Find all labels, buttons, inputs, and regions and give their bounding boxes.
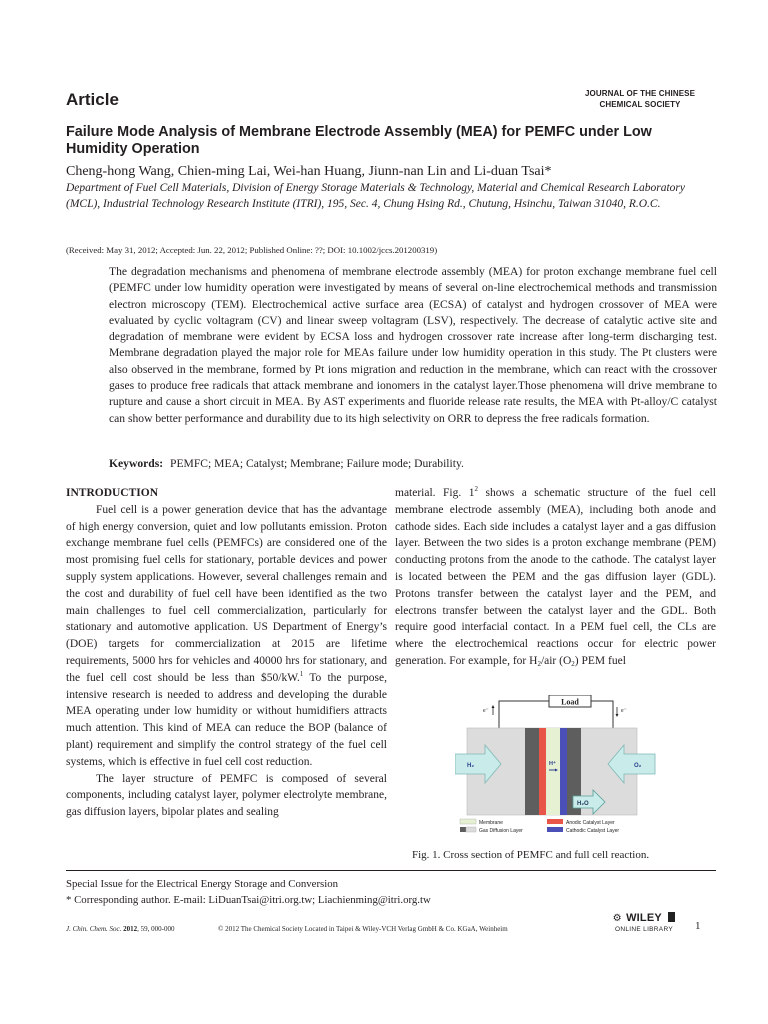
paragraph-3 bbox=[395, 485, 716, 670]
proton-label: H⁺ bbox=[549, 761, 556, 767]
electron-label-left: e⁻ bbox=[483, 708, 489, 714]
citation-journal: J. Chin. Chem. Soc. bbox=[66, 925, 122, 933]
footer-divider bbox=[66, 870, 716, 871]
special-issue-note: Special Issue for the Electrical Energy Storage and Conversion bbox=[66, 878, 339, 890]
corresponding-author-note: * Corresponding author. E-mail: LiDuanTsai@itri.org.tw; Liachienming@itri.org.tw bbox=[66, 894, 431, 906]
citation-volume-pages: , 59, 000-000 bbox=[137, 925, 175, 933]
paper-title: Failure Mode Analysis of Membrane Electrode Assembly (MEA) for PEMFC under Low Humidity Operation bbox=[66, 124, 652, 157]
paragraph-3-text-cont: shows a schematic structure of the fuel cell membrane electrode assembly (MEA), including both anode and cathode sides. Each side includes a catalyst layer and a gas diffusion layer. Between the two sides is a proton exchange membrane (PEM) conducting protons from the anode to the cathode. The catalyst layer is located between the PEM and the gas diffusion layer (GDL). Protons transfer between the catalyst layer and the PEM, and electrons transfer between the catalyst layer and the GDL. Both require good interfacial contact. In a PEM fuel cell, the CLs are where the electrochemical reactions occur for electric power generation. For example, for H bbox=[395, 487, 716, 667]
journal-name-line2: CHEMICAL SOCIETY bbox=[599, 100, 681, 109]
paragraph-3-text-cont2: /air (O bbox=[540, 654, 572, 667]
paragraph-3-text-end: ) PEM fuel bbox=[574, 654, 626, 667]
water-label: H₂O bbox=[577, 801, 589, 807]
page-number: 1 bbox=[695, 920, 701, 932]
abstract: The degradation mechanisms and phenomena of membrane electrode assembly (MEA) for proton exchange membrane fuel cell (PEMFC under low humidity operation were investigated by means of several on-line electrochemical methods and transmission electron microscopy (TEM). Electrochemical active surface area (ECSA) of catalyst and hydrogen crossover of MEA were evaluated by cyclic voltagram (CV) and linear sweep voltagram (LSV), respectively. The decrease of catalytic active site and degradation of membrane were evident by ECSA loss and hydrogen crossover rate increase after long-term discharging test. Membrane degradation played the major role for MEAs failure under low humidity operation in this study. The Pt clusters were also observed in the membrane, formed by Pt ions migration and reduction in the membrane, which can react with the crossover gases to produce free radicals that attack membrane and ionomers in the catalyst layer.Those phenomena will drive membrane to rupture and cause a short circuit in MEA. By AST experiments and fluoride release rate results, the MEA with Pt-alloy/C catalyst can show better performance and durability due to its high selectivity on ORR to depress the free radicals formation. bbox=[109, 265, 717, 425]
paragraph-3-text: material. Fig. 1 bbox=[395, 487, 475, 499]
author-list: Cheng-hong Wang, Chien-ming Lai, Wei-han Huang, Jiunn-nan Lin and Li-duan Tsai* bbox=[66, 164, 552, 179]
wiley-wordmark: WILEY bbox=[626, 912, 662, 924]
affiliation: Department of Fuel Cell Materials, Division of Energy Storage Materials & Technology, Material and Chemical Research Laboratory (MCL), Industrial Technology Research Institute (ITRI), 195, Sec. 4, Chung Hsing Rd., Chutung, Hsinchu, Taiwan 31040, R.O.C. bbox=[66, 182, 686, 210]
section-heading-introduction: INTRODUCTION bbox=[66, 487, 159, 499]
journal-name-line1: JOURNAL OF THE CHINESE bbox=[584, 89, 696, 98]
legend-anodic-catalyst: Anodic Catalyst Layer bbox=[566, 820, 615, 826]
subscript: 2 bbox=[571, 659, 575, 668]
article-type-label: Article bbox=[66, 90, 119, 109]
reference-1[interactable]: 1 bbox=[299, 669, 304, 678]
copyright-notice: © 2012 The Chemical Society Located in Taipei & Wiley-VCH Verlag GmbH & Co. KGaA, Weinheim bbox=[218, 925, 508, 933]
keywords-value: PEMFC; MEA; Catalyst; Membrane; Failure mode; Durability. bbox=[170, 457, 464, 470]
legend-gas-diffusion: Gas Diffusion Layer bbox=[479, 828, 523, 834]
citation bbox=[66, 925, 175, 933]
figure-1-pemfc-diagram bbox=[455, 695, 680, 835]
subscript: 2 bbox=[537, 659, 541, 668]
right-column bbox=[395, 485, 716, 670]
paragraph-2: The layer structure of PEMFC is composed of several components, including catalyst layer, polymer electrolyte membrane, gas diffusion layers, bipolar plates and sealing bbox=[66, 772, 387, 819]
wiley-online-library-logo[interactable] bbox=[604, 908, 684, 933]
citation-year: 2012 bbox=[123, 925, 138, 933]
keywords bbox=[109, 457, 464, 470]
arrow-down-icon bbox=[616, 714, 619, 717]
keywords-label: Keywords: bbox=[109, 457, 164, 470]
legend-membrane: Membrane bbox=[479, 820, 503, 826]
online-library-label: ONLINE LIBRARY bbox=[615, 926, 673, 933]
reference-2[interactable]: 2 bbox=[474, 485, 478, 493]
publication-dates: (Received: May 31, 2012; Accepted: Jun. 22, 2012; Published Online: ??; DOI: 10.1002/jccs.201200319) bbox=[66, 245, 438, 255]
book-stack-icon bbox=[668, 912, 675, 922]
paragraph-1-text: Fuel cell is a power generation device that has the advantage of high energy conversion, quiet and low pollutants emission. Proton exchange membrane fuel cells (PEMFCs) are considered one of the most promising fuel cells for stationary, portable devices and power supply system applications. However, several challenges remain and the cost and durability of fuel cell have been identified as the two main challenges to fuel cell commercialization, particularly for stationary and automotive application. US Department of Energy’s (DOE) targets for commercialization at 2015 are lifetime requirements, 5000 hrs for vehicles and 40000 hrs for stationary, and the fuel cell cost should be less than $50/kW. bbox=[66, 503, 387, 684]
h2-label: H₂ bbox=[467, 763, 474, 769]
paragraph-1 bbox=[66, 502, 387, 771]
arrow-up-icon bbox=[492, 705, 495, 708]
wiley-emblem-icon: ⚙ bbox=[612, 913, 622, 924]
electron-label-right: e⁻ bbox=[621, 708, 627, 714]
journal-name bbox=[560, 88, 720, 110]
paragraph-1-text-cont: To the purpose, intensive research is needed to address and developing the durable MEA operating under low humidity or without humidifiers attracts much attention. This kind of MEA can reduce the BOP (balance of plant) requirement and simplify the control strategy of the fuel cell systems, which is effective in fuel cell cost reduction. bbox=[66, 671, 387, 768]
figure-caption: Fig. 1. Cross section of PEMFC and full cell reaction. bbox=[412, 849, 650, 861]
legend-cathodic-catalyst: Cathodic Catalyst Layer bbox=[566, 828, 620, 834]
load-label: Load bbox=[561, 697, 579, 707]
o2-label: O₂ bbox=[634, 763, 642, 769]
left-column bbox=[66, 485, 387, 821]
